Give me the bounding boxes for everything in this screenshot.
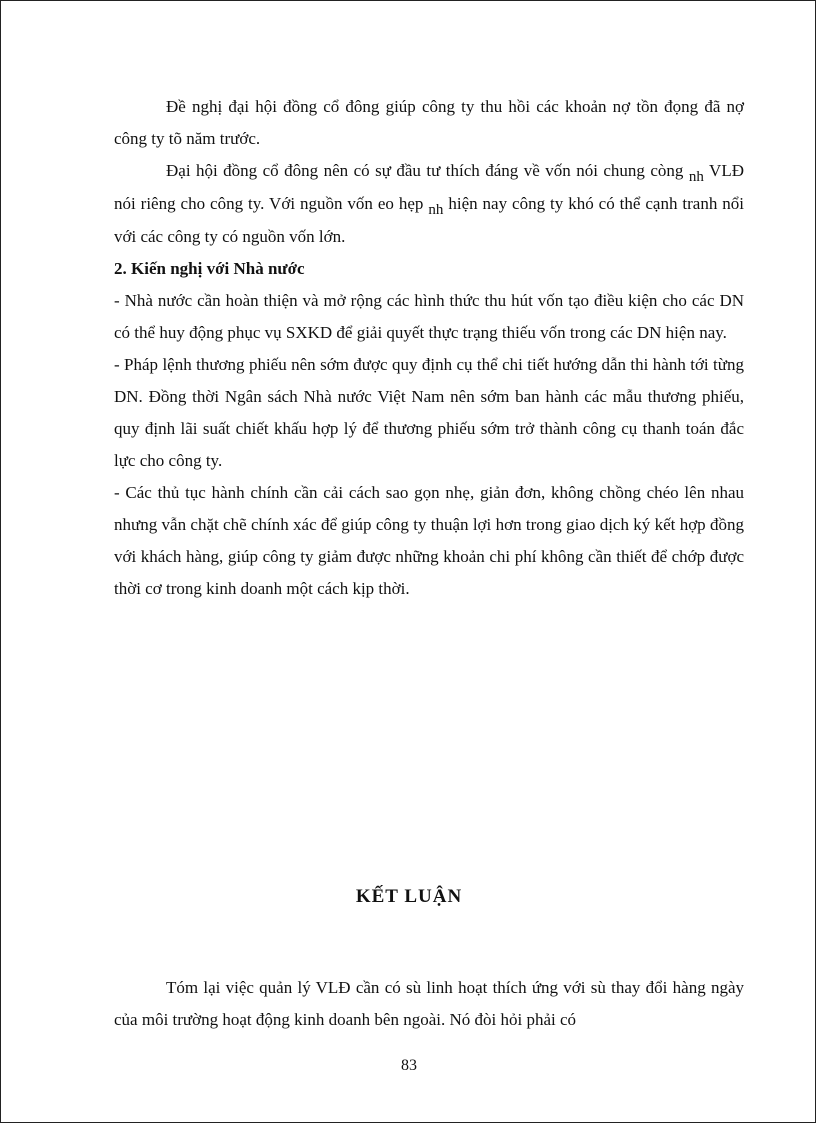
- paragraph-capital-part-b: VLĐ nói riêng cho công ty. Với nguồn vốn eo hẹp: [114, 161, 744, 213]
- body-text-conclusion: [114, 972, 744, 1036]
- paragraph-conclusion: Tóm lại việc quản lý VLĐ cần có sù linh hoạt thích ứng với sù thay đổi hàng ngày của môi trường hoạt động kinh doanh bên ngoài. Nó đòi hỏi phải có: [114, 978, 744, 1029]
- body-text-top: [114, 91, 744, 605]
- section-heading-state-recommendations: 2. Kiến nghị với Nhà nước: [114, 259, 305, 278]
- list-item-commercial-paper: - Pháp lệnh thương phiếu nên sớm được quy định cụ thể chi tiết hướng dẫn thi hành tới từng DN. Đồng thời Ngân sách Nhà nước Việt Nam nên sớm ban hành các mẫu thương phiếu, quy định lãi suất chiết khấu hợp lý để thương phiếu sớm trở thành công cụ thanh toán đắc lực cho công ty.: [114, 355, 744, 470]
- conclusion-title: KẾT LUẬN: [355, 886, 463, 907]
- list-item-capital-attraction: - Nhà nước cần hoàn thiện và mở rộng các hình thức thu hút vốn tạo điều kiện cho các DN có thể huy động phục vụ SXKD để giải quyết thực trạng thiếu vốn trong các DN hiện nay.: [114, 291, 744, 342]
- paragraph-debt-recovery: Đề nghị đại hội đồng cổ đông giúp công ty thu hồi các khoản nợ tồn đọng đã nợ công ty tõ năm trước.: [114, 97, 744, 148]
- page-number: 83: [401, 1057, 417, 1074]
- paragraph-capital-part-c: hiện nay công ty khó có thể cạnh tranh nổi với các công ty có nguồn vốn lớn.: [114, 194, 745, 246]
- subscript-nh-2: nh: [428, 202, 444, 218]
- paragraph-capital-investment: [114, 155, 744, 253]
- subscript-nh-1: nh: [688, 169, 704, 185]
- paragraph-capital-part-a: Đại hội đồng cổ đông nên có sự đầu tư thích đáng về vốn nói chung còng: [166, 161, 684, 180]
- list-item-administrative-reform: - Các thủ tục hành chính cần cải cách sao gọn nhẹ, giản đơn, không chồng chéo lên nhau nhưng vẫn chặt chẽ chính xác để giúp công ty thuận lợi hơn trong giao dịch ký kết hợp đồng với khách hàng, giúp công ty giảm được những khoản chi phí không cần thiết để chớp được thời cơ trong kinh doanh một cách kịp thời.: [114, 483, 744, 598]
